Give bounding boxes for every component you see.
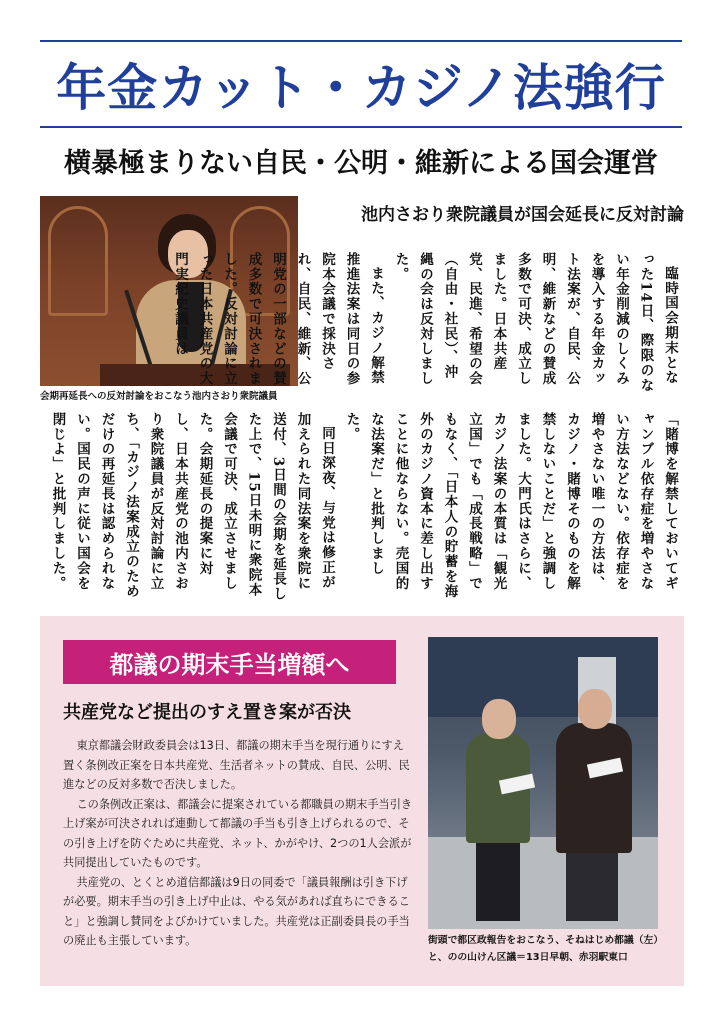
subhead: 横暴極まりない自民・公明・維新による国会運営	[64, 147, 658, 179]
article-paragraph: 臨時国会期末となった14日、際限のない年金削減のしくみを導入する年金カット法案が、自民、公明、維新などの賛成多数で可決、成立しました。日本共産党、民進、希望の会（自由・社民）、沖縄の会は反対しました。	[392, 252, 678, 393]
tokyo-paragraph: 共産党の、とくとめ道信都議は9日の同委で「議員報酬は引き下げが必要。期末手当の引き上げ中止は、やる気があれば直ちにできること」と強調し賛同をよびかけていました。共産党は正副委員長の手当の廃止も主張しています。	[63, 875, 410, 947]
caption-line: と、のの山けん区議＝13日早朝、赤羽駅東口	[428, 952, 628, 963]
headline-rule	[40, 126, 682, 128]
tokyo-article-subtitle: 共産党など提出のすえ置き案が否決	[63, 702, 351, 723]
tokyo-article-body	[63, 736, 413, 966]
street-report-caption	[428, 932, 668, 968]
caption-line: 街頭で都区政報告をおこなう、そねはじめ都議（左）	[428, 935, 664, 946]
tokyo-paragraph: 東京都議会財政委員会は13日、都議の期末手当を現行通りにすえ置く条例改正案を日本共産党、生活者ネットの賛成、自民、公明、民進などの反対多数で否決しました。	[63, 739, 410, 791]
article-paragraph: 「賭博を解禁しておいてギャンブル依存症を増やさない方法などない。依存症を増やさない唯一の方法は、カジノ・賭博そのものを解禁しないことだ」と強調しました。大門氏はさらに、カジノ法案の本質は「観光立国」でも「成長戦略」でもなく、「日本人の貯蓄を海外のカジノ資本に差し出すことに他ならない。売国的な法案だ」と批判しました。	[343, 412, 678, 599]
headline: 年金カット・カジノ法強行	[56, 59, 666, 117]
article-column-1	[172, 252, 682, 394]
tokyo-paragraph: この条例改正案は、都議会に提案されている都職員の期末手当引き上げ案が可決されれば連動して都議の手当も引き上げられるので、その引き上げを防ぐために共産党、ネット、かがやけ、2つの1人会派が共同提出していたものです。	[63, 797, 413, 869]
article-paragraph: また、カジノ解禁推進法案は同日の参院本会議で採決され、自民、維新、公明党の一部などの賛成多数で可決されました。反対討論に立った日本共産党の大門実紀史議員は	[172, 252, 384, 387]
article-paragraph: 同日深夜、与党は修正が加えられた同法案を衆院に送付、3日間の会期を延長した上で、15日未明に衆院本会議で可決、成立させました。会期延長の提案に対し、日本共産党の池内さおり衆院議員が反対討論に立ち、「カジノ法案成立のためだけの再延長は認められない。国民の声に従い国会を閉じよ」と批判しました。	[49, 412, 335, 602]
article-column-2	[40, 412, 682, 604]
top-rule	[40, 40, 682, 42]
speaker-photo-caption: 会期再延長への反対討論をおこなう池内さおり衆院議員	[40, 391, 278, 402]
article-side-title: 池内さおり衆院議員が国会延長に反対討論	[361, 205, 684, 225]
tokyo-article-title: 都議の期末手当増額へ	[63, 640, 396, 684]
street-report-photo	[428, 637, 658, 929]
